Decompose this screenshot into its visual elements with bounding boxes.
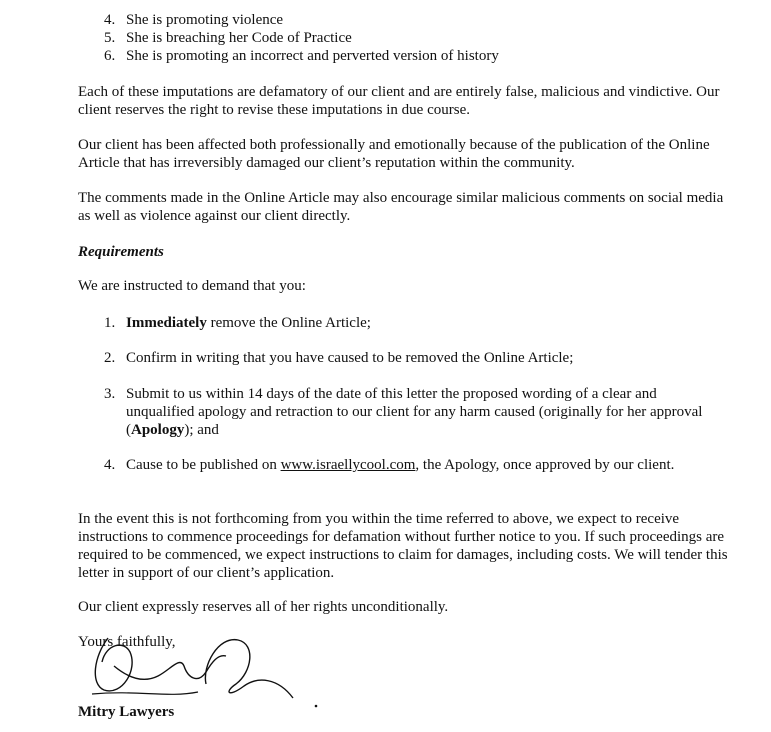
paragraph-proceedings: In the event this is not forthcoming from you within the time referred to above, we expect to receive instructions to commence proceedings for defamation without further notice to you. If such proceedings are required to be commenced, we expect instructions to claim for damages, including costs. We will tender this letter in support of our client’s application. bbox=[78, 511, 728, 581]
requirements-heading: Requirements bbox=[78, 244, 164, 260]
list-text-post: , the Apology, once approved by our client. bbox=[415, 457, 675, 473]
emphasis-text: Immediately bbox=[126, 315, 207, 331]
list-text: She is promoting violence bbox=[126, 12, 284, 28]
website-link[interactable]: www.israellycool.com bbox=[280, 457, 416, 473]
list-text bbox=[126, 314, 704, 332]
paragraph-reservation: Our client expressly reserves all of her rights unconditionally. bbox=[78, 599, 449, 615]
list-text-rest: remove the Online Article; bbox=[206, 315, 371, 331]
signoff: Yours faithfully, bbox=[78, 634, 176, 650]
list-text bbox=[126, 385, 704, 439]
list-number: 4. bbox=[104, 457, 116, 473]
list-text: She is promoting an incorrect and perverted version of history bbox=[126, 48, 499, 64]
list-text-pre: Cause to be published on bbox=[126, 457, 281, 473]
signature-image bbox=[88, 626, 328, 708]
list-text-pre: Submit to us within 14 days of the date of this letter the proposed wording of a clear and unqualified apology and retraction to our client for any harm caused (originally for her approval ( bbox=[126, 386, 703, 438]
emphasis-text: Apology bbox=[131, 422, 185, 438]
signatory-name: Mitry Lawyers bbox=[78, 704, 175, 720]
list-text-post: ); and bbox=[184, 422, 219, 438]
list-number: 4. bbox=[104, 12, 116, 28]
list-text: Confirm in writing that you have caused to be removed the Online Article; bbox=[126, 350, 574, 366]
demand-intro: We are instructed to demand that you: bbox=[78, 278, 306, 294]
list-text: She is breaching her Code of Practice bbox=[126, 30, 352, 46]
list-number: 6. bbox=[104, 48, 116, 64]
list-number: 2. bbox=[104, 350, 116, 366]
paragraph-defamatory: Each of these imputations are defamatory of our client and are entirely false, malicious and vindictive. Our client reserves the right to revise these imputations in due course. bbox=[78, 84, 720, 118]
list-number: 5. bbox=[104, 30, 116, 46]
paragraph-affected: Our client has been affected both professionally and emotionally because of the publication of the Online Article that has irreversibly damaged our client’s reputation within the community. bbox=[78, 137, 710, 171]
list-number: 3. bbox=[104, 386, 116, 402]
paragraph-comments: The comments made in the Online Article may also encourage similar malicious comments on social media as well as violence against our client directly. bbox=[78, 190, 724, 224]
list-number: 1. bbox=[104, 315, 116, 331]
list-text bbox=[126, 456, 704, 474]
